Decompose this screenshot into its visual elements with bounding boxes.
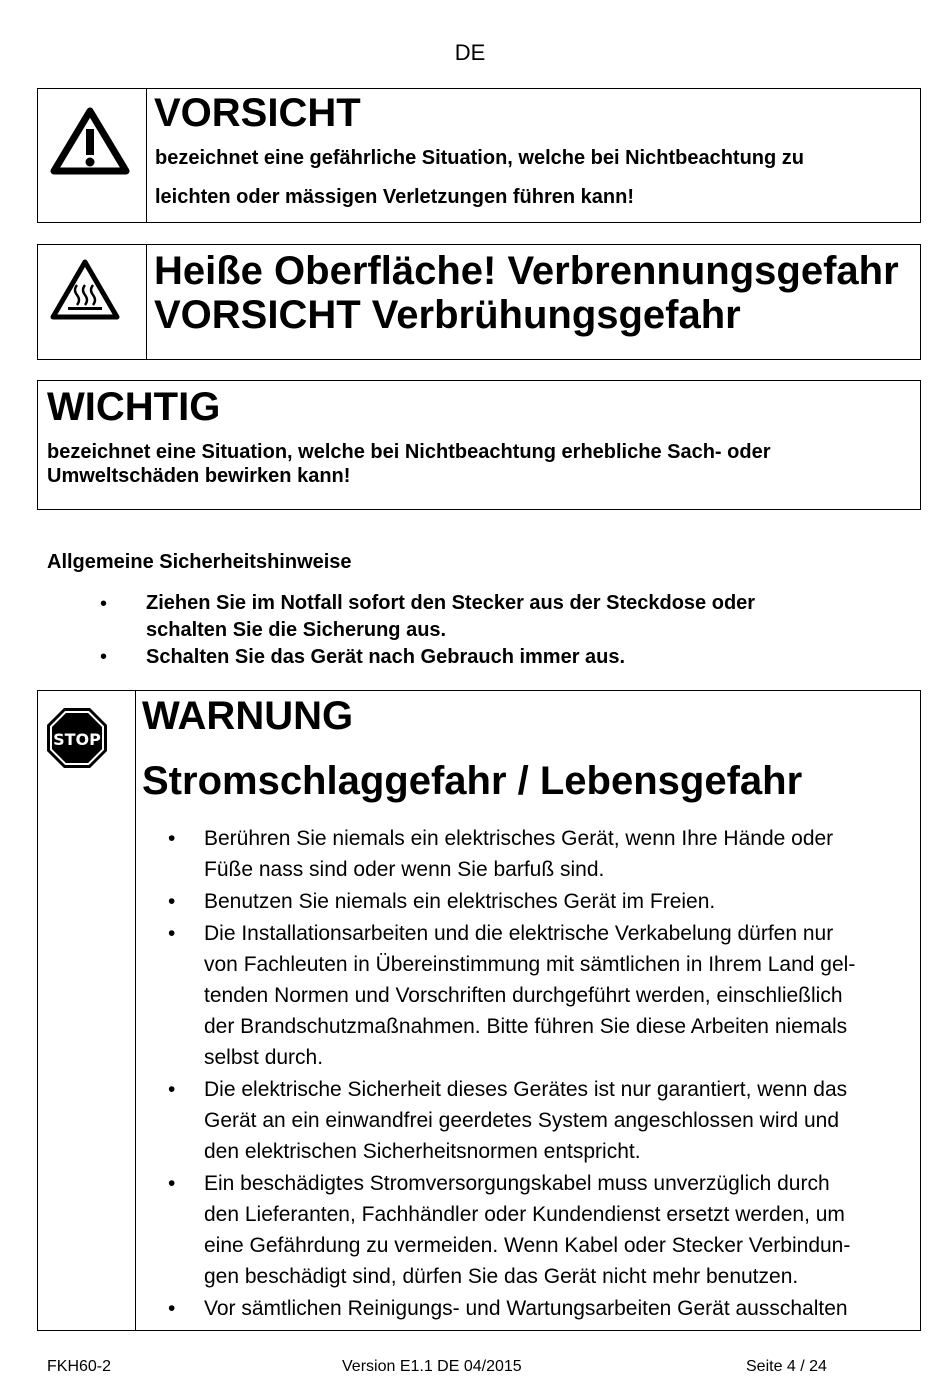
warnung-item-5: • Ein beschädigtes Stromversorgungskabel muss unverzüglich durch den Lieferanten, Fachhändler oder Kundendienst ersetzt werden, um eine Gefährdung zu vermeiden. Wenn Kabel oder Stecker Verbindun- gen beschädigt sind, dürfen Sie das Gerät nicht mehr benutzen. [168, 1168, 908, 1292]
warnung-item-5-line: gen beschädigt sind, dürfen Sie das Gerät nicht mehr benutzen. [204, 1265, 799, 1288]
wichtig-text-line2: Umweltschäden bewirken kann! [47, 465, 351, 487]
footer-version: Version E1.1 DE 04/2015 [342, 1358, 522, 1375]
warnung-item-5-line: Ein beschädigtes Stromversorgungskabel muss unverzüglich durch [204, 1172, 830, 1195]
warnung-item-5-line: eine Gefährdung zu vermeiden. Wenn Kabel oder Stecker Verbindun- [204, 1234, 851, 1257]
warnung-item-1-line: Berühren Sie niemals ein elektrisches Gerät, wenn Ihre Hände oder [204, 827, 834, 850]
wichtig-box [37, 380, 921, 510]
warnung-item-4-line: Die elektrische Sicherheit dieses Gerätes ist nur garantiert, wenn das [204, 1078, 848, 1101]
wichtig-title: WICHTIG [47, 385, 221, 429]
warnung-item-1-line: Füße nass sind oder wenn Sie barfuß sind. [204, 858, 605, 881]
warnung-item-6-line: Vor sämtlichen Reinigungs- und Wartungsarbeiten Gerät ausschalten [204, 1297, 848, 1320]
warnung-item-4-line: den elektrischen Sicherheitsnormen entspricht. [204, 1140, 641, 1163]
vorsicht-title: VORSICHT [154, 91, 361, 135]
vorsicht-box [37, 88, 921, 223]
warnung-icon-cell [38, 691, 136, 1330]
general-item-1-line1: Ziehen Sie im Notfall sofort den Stecker aus der Steckdose oder [146, 592, 756, 614]
general-bullet-2: • [100, 646, 108, 668]
warnung-item-3: • Die Installationsarbeiten und die elektrische Verkabelung dürfen nur von Fachleuten in Übereinstimmung mit sämtlichen in Ihrem Land gel- tenden Normen und Vorschriften durchgeführt werden, einschließlich der Brandschutzmaßnahmen. Bitte führen Sie diese Arbeiten niemals selbst durch. [168, 918, 908, 1073]
warnung-box [37, 690, 921, 1331]
warnung-item-3-line: der Brandschutzmaßnahmen. Bitte führen Sie diese Arbeiten niemals [204, 1015, 848, 1038]
warnung-list [168, 823, 908, 1324]
warnung-item-3-line: Die Installationsarbeiten und die elektrische Verkabelung dürfen nur [204, 922, 834, 945]
general-item-2: Schalten Sie das Gerät nach Gebrauch immer aus. [146, 646, 626, 668]
warnung-item-5-line: den Lieferanten, Fachhändler oder Kundendienst ersetzt werden, um [204, 1203, 845, 1226]
warnung-item-3-line: selbst durch. [204, 1046, 324, 1069]
wichtig-text-line1: bezeichnet eine Situation, welche bei Nichtbeachtung erhebliche Sach- oder [47, 441, 771, 463]
hot-surface-box [37, 244, 921, 360]
general-bullet-1: • [100, 593, 108, 615]
hot-surface-line1: Heiße Oberfläche! Verbrennungsgefahr [154, 249, 899, 293]
warnung-item-6: • Vor sämtlichen Reinigungs- und Wartungsarbeiten Gerät ausschalten [168, 1293, 908, 1324]
warnung-title: WARNUNG [142, 694, 354, 738]
warning-triangle-icon [50, 107, 130, 177]
warnung-item-3-line: tenden Normen und Vorschriften durchgeführt werden, einschließlich [204, 984, 843, 1007]
warnung-item-3-line: von Fachleuten in Übereinstimmung mit sämtlichen in Ihrem Land gel- [204, 953, 856, 976]
stop-sign-label: STOP [53, 730, 101, 749]
footer-page: Seite 4 / 24 [746, 1358, 827, 1375]
language-label: DE [454, 40, 486, 65]
warnung-item-2-line: Benutzen Sie niemals ein elektrisches Gerät im Freien. [204, 890, 716, 913]
stop-sign-icon [46, 707, 108, 769]
warnung-item-2: • Benutzen Sie niemals ein elektrisches Gerät im Freien. [168, 886, 908, 917]
warnung-item-1: • Berühren Sie niemals ein elektrisches Gerät, wenn Ihre Hände oder Füße nass sind oder wenn Sie barfuß sind. [168, 823, 908, 885]
hot-surface-line2: VORSICHT Verbrühungsgefahr [154, 293, 741, 337]
warnung-subtitle: Stromschlaggefahr / Lebensgefahr [142, 759, 803, 803]
hot-surface-icon-cell [38, 245, 147, 359]
general-item-1-line2: schalten Sie die Sicherung aus. [146, 619, 447, 641]
footer-model: FKH60-2 [47, 1358, 112, 1375]
vorsicht-icon-cell [38, 89, 147, 222]
general-heading: Allgemeine Sicherheitshinweise [47, 551, 352, 573]
warnung-item-4: • Die elektrische Sicherheit dieses Gerätes ist nur garantiert, wenn das Gerät an ein einwandfrei geerdetes System angeschlossen wird und den elektrischen Sicherheitsnormen entspricht. [168, 1074, 908, 1167]
vorsicht-text-line2: leichten oder mässigen Verletzungen führen kann! [155, 186, 634, 208]
hot-surface-icon [50, 259, 120, 321]
warnung-item-4-line: Gerät an ein einwandfrei geerdetes System angeschlossen wird und [204, 1109, 840, 1132]
vorsicht-text-line1: bezeichnet eine gefährliche Situation, welche bei Nichtbeachtung zu [155, 147, 805, 169]
